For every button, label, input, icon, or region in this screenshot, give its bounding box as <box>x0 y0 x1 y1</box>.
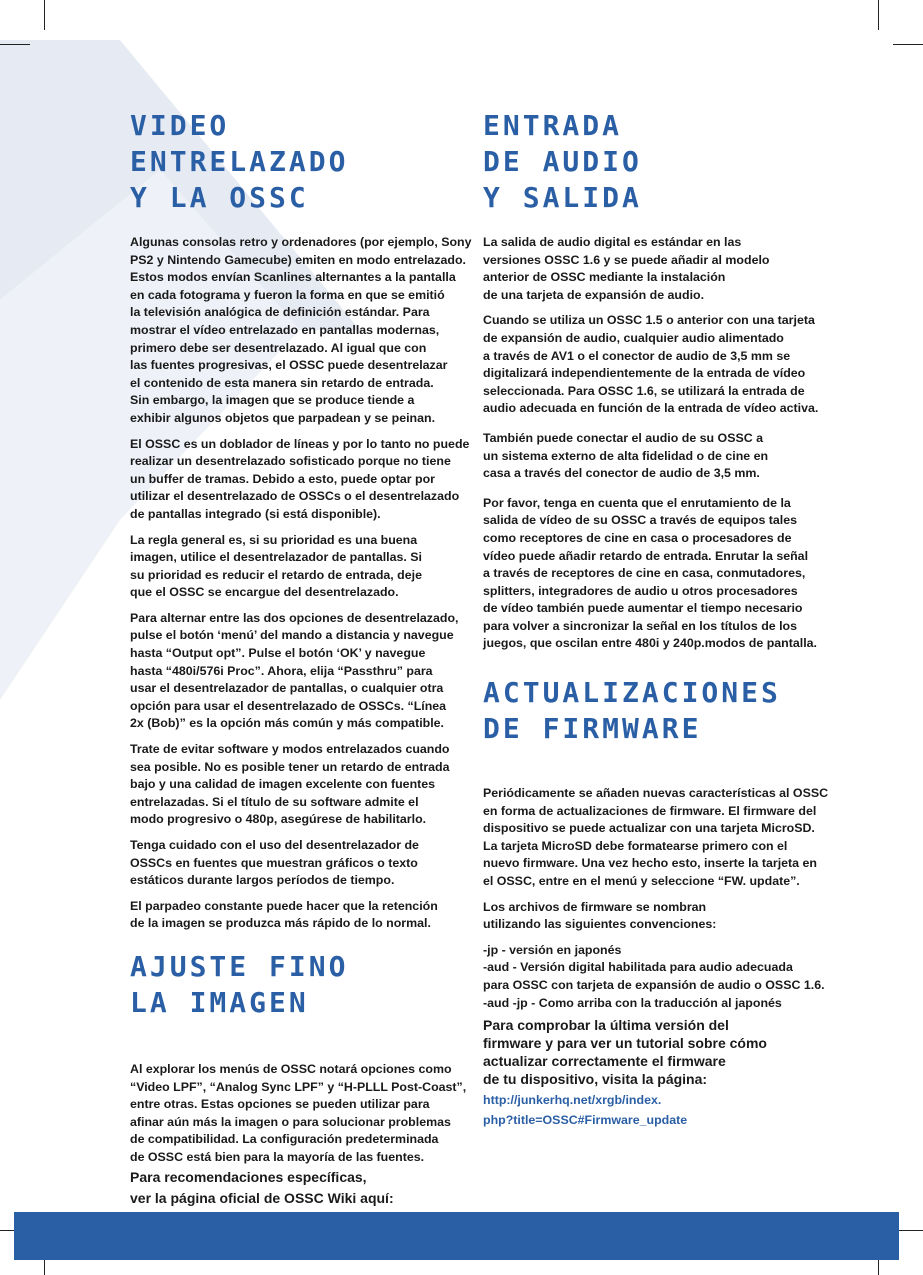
paragraph: Algunas consolas retro y ordenadores (por ejemplo, Sony PS2 y Nintendo Gamecube) emiten en modo entrelazado. Estos modos envían Scanlines alternantes a la pantalla en cada fotograma y fueron la forma en que se emitió la televisión analógica de definición estándar. Para mostrar el vídeo entrelazado en pantallas modernas, primero debe ser desentrelazado. Al igual que con las fuentes progresivas, el OSSC puede desentrelazar el contenido de esta manera sin retardo de entrada. Sin embargo, la imagen que se produce tiende a exhibir algunos objetos que parpadean y se peinan. <box>130 235 472 425</box>
paragraph: Periódicamente se añaden nuevas características al OSSC en forma de actualizaciones de firmware. El firmware del dispositivo se puede actualizar con una tarjeta MicroSD. La tarjeta MicroSD debe formatearse primero con el nuevo firmware. Una vez hecho esto, inserte la tarjeta en el OSSC, entre en el menú y seleccione “FW. update”. <box>483 786 829 889</box>
firmware-check-text: Para comprobar la última versión del firmware y para ver un tutorial sobre cómo actualizar correctamente el firmware de tu dispositivo, visita la página: <box>483 1017 767 1088</box>
crop-mark <box>878 0 879 30</box>
firmware-wiki-link[interactable]: http://junkerhq.net/xrgb/index. php?title=OSSC#Firmware_update <box>483 1093 688 1128</box>
paragraph: La salida de audio digital es estándar en las versiones OSSC 1.6 y se puede añadir al modelo anterior de OSSC mediante la instalación de una tarjeta de expansión de audio. <box>483 235 770 302</box>
paragraph: El parpadeo constante puede hacer que la retención de la imagen se produzca más rápido de lo normal. <box>130 898 438 931</box>
wiki-reference-text: Para recomendaciones específicas, ver la página oficial de OSSC Wiki aquí: <box>130 1168 394 1206</box>
paragraph: Por favor, tenga en cuenta que el enrutamiento de la salida de vídeo de su OSSC a través de equipos tales como receptores de cine en casa o procesadores de vídeo puede añadir retardo de entrada. Enrutar la señal a través de receptores de cine en casa, conmutadores, splitters, integradores de audio u otros procesadores de vídeo también puede aumentar el tiempo necesario para volver a sincronizar la señal en los títulos de los juegos, que oscilan entre 480i y 240p.modos de pantalla. <box>483 495 817 651</box>
paragraph: -jp - versión en japonés -aud - Versión digital habilitada para audio adecuada para OSSC con tarjeta de expansión de audio o OSSC 1.6. -aud -jp - Como arriba con la traducción al japonés <box>483 942 825 1010</box>
paragraph: Trate de evitar software y modos entrelazados cuando sea posible. No es posible tener un retardo de entrada bajo y una calidad de imagen excelente con fuentes entrelazadas. Si el título de su software admite el modo progresivo o 480p, asegúrese de habilitarlo. <box>130 742 450 827</box>
crop-mark <box>44 0 45 30</box>
fine-tuning-title: AJUSTE FINO LA IMAGEN <box>130 949 349 1019</box>
interlaced-video-title: VIDEO ENTRELAZADO Y LA OSSC <box>130 109 349 214</box>
paragraph: También puede conectar el audio de su OSSC a un sistema externo de alta fidelidad o de cine en casa a través del conector de audio de 3,5 mm. <box>483 430 769 481</box>
crop-mark <box>893 44 923 45</box>
paragraph: Los archivos de firmware se nombran utilizando las siguientes convenciones: <box>483 899 717 932</box>
firmware-updates-title: ACTUALIZACIONES DE FIRMWARE <box>483 676 781 746</box>
paragraph: La regla general es, si su prioridad es una buena imagen, utilice el desentrelazador de pantallas. Si su prioridad es reducir el retardo de entrada, deje que el OSSC se encargue del desentrelazado. <box>130 532 422 600</box>
paragraph: El OSSC es un doblador de líneas y por lo tanto no puede realizar un desentrelazado sofisticado porque no tiene un buffer de tramas. Debido a esto, puede optar por utilizar el desentrelazado de OSSCs o el desentrelazado de pantallas integrado (si está disponible). <box>130 436 470 521</box>
paragraph: Para alternar entre las dos opciones de desentrelazado, pulse el botón ‘menú’ del mando a distancia y navegue hasta “Output opt”. Pulse el botón ‘OK’ y navegue hasta “480i/576i Proc”. Ahora, elija “Passthru” para usar el desentrelazador de pantallas, o cualquier otra opción para usar el desentrelazado de OSSCs. “Línea 2x (Bob)” es la opción más común y más compatible. <box>130 610 459 731</box>
paragraph: Tenga cuidado con el uso del desentrelazador de OSSCs en fuentes que muestran gráficos o texto estáticos durante largos períodos de tiempo. <box>130 838 419 888</box>
footer-bar <box>14 1212 899 1260</box>
audio-io-title: ENTRADA DE AUDIO Y SALIDA <box>483 109 642 214</box>
left-column <box>130 108 472 1217</box>
right-column <box>483 108 829 1130</box>
paragraph: Al explorar los menús de OSSC notará opciones como “Video LPF”, “Analog Sync LPF” y “H-PLLL Post-Coast”, entre otras. Estas opciones se pueden utilizar para afinar aún más la imagen o para solucionar problemas de compatibilidad. La configuración predeterminada de OSSC está bien para la mayoría de las fuentes. <box>130 1061 467 1164</box>
paragraph: Cuando se utiliza un OSSC 1.5 o anterior con una tarjeta de expansión de audio, cualquier audio alimentado a través de AV1 o el conector de audio de 3,5 mm se digitalizará independientemente de la entrada de vídeo seleccionada. Para OSSC 1.6, se utilizará la entrada de audio adecuada en función de la entrada de vídeo activa. <box>483 313 819 416</box>
crop-mark <box>0 44 30 45</box>
